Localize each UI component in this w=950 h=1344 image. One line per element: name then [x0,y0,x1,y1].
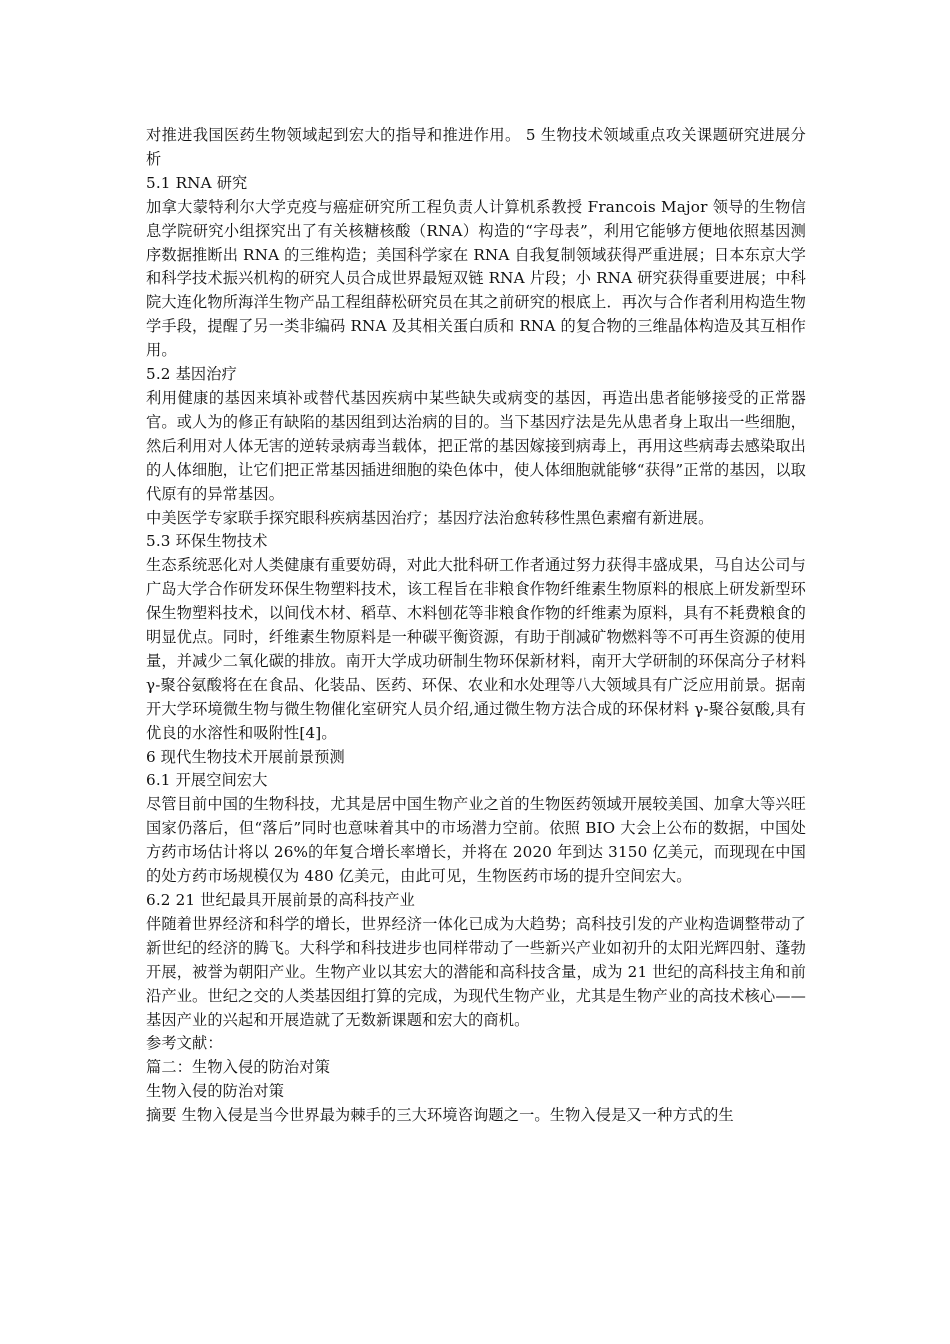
paragraph: 对推进我国医药生物领域起到宏大的指导和推进作用。 5 生物技术领域重点攻关课题研究进展分析 [146,126,806,168]
article-subtitle: 生物入侵的防治对策 [146,1082,285,1101]
section-heading: 5.2 基因治疗 [146,365,237,384]
paragraph: 伴随着世界经济和科学的增长，世界经济一体化已成为大趋势；高科技引发的产业构造调整带动了新世纪的经济的腾飞。大科学和科技进步也同样带动了一些新兴产业如初升的太阳光辉四射、蓬勃开展，被誉为朝阳产业。生物产业以其宏大的潜能和高科技含量，成为 21 世纪的高科技主角和前沿产业。世纪之交的人类基因组打算的完成，为现代生物产业，尤其是生物产业的高技术核心——基因产业的兴起和开展造就了无数新课题和宏大的商机。 [146,914,806,1029]
paragraph: 利用健康的基因来填补或替代基因疾病中某些缺失或病变的基因，再造出患者能够接受的正常器官。或人为的修正有缺陷的基因组到达治病的目的。当下基因疗法是先从患者身上取出一些细胞，然后利用对人体无害的逆转录病毒当载体，把正常的基因嫁接到病毒上，再用这些病毒去感染取出的人体细胞，让它们把正常基因插进细胞的染色体中，使人体细胞就能够“获得”正常的基因，以取代原有的异常基因。 [146,388,807,503]
section-heading: 6.1 开展空间宏大 [146,771,268,790]
paragraph: 尽管目前中国的生物科技，尤其是居中国生物产业之首的生物医药领域开展较美国、加拿大等兴旺国家仍落后，但“落后”同时也意味着其中的市场潜力空前。依照 BIO 大会上公布的数据，中国处方药市场估计将以 26%的年复合增长率增长，并将在 2020 年到达 3150 亿美元，而现现在中国的处方药市场规模仅为 480 亿美元，由此可见，生物医药市场的提升空间宏大。 [146,795,806,886]
document-body [146,124,806,1128]
paragraph: 生态系统恶化对人类健康有重要妨碍，对此大批科研工作者通过努力获得丰盛成果，马自达公司与广岛大学合作研发环保生物塑料技术，该工程旨在非粮食作物纤维素生物原料的根底上研发新型环保生物塑料技术，以间伐木材、稻草、木料刨花等非粮食作物的纤维素为原料，具有不耗费粮食的明显优点。同时，纤维素生物原料是一种碳平衡资源，有助于削减矿物燃料等不可再生资源的使用量，并减少二氧化碳的排放。南开大学成功研制生物环保新材料，南开大学研制的环保高分子材料 γ-聚谷氨酸将在在食品、化装品、医药、环保、农业和水处理等八大领域具有广泛应用前景。据南开大学环境微生物与微生物催化室研究人员介绍,通过微生物方法合成的环保材料 γ-聚谷氨酸,具有优良的水溶性和吸附性[4]。 [146,556,806,742]
abstract: 摘要 生物入侵是当今世界最为棘手的三大环境咨询题之一。生物入侵是又一种方式的生 [146,1106,734,1125]
section-heading: 5.3 环保生物技术 [146,532,268,551]
article-title: 篇二：生物入侵的防治对策 [146,1058,331,1077]
paragraph: 加拿大蒙特利尔大学克疫与癌症研究所工程负责人计算机系教授 Francois Major 领导的生物信息学院研究小组探究出了有关核糖核酸（RNA）构造的“字母表”，利用它能够方便地依照基因测序数据推断出 RNA 的三维构造；美国科学家在 RNA 自我复制领域获得严重进展；日本东京大学和科学技术振兴机构的研究人员合成世界最短双链 RNA 片段；小 RNA 研究获得重要进展；中科院大连化物所海洋生物产品工程组薛松研究员在其之前研究的根底上．再次与合作者利用构造生物学手段，提醒了另一类非编码 RNA 及其相关蛋白质和 RNA 的复合物的三维晶体构造及其互相作用。 [146,197,806,360]
paragraph: 中美医学专家联手探究眼科疾病基因治疗；基因疗法治愈转移性黑色素瘤有新进展。 [146,508,714,527]
section-heading: 6 现代生物技术开展前景预测 [146,747,345,766]
section-heading: 6.2 21 世纪最具开展前景的高科技产业 [146,891,415,909]
references-heading: 参考文献： [146,1034,223,1053]
section-heading: 5.1 RNA 研究 [146,173,248,192]
